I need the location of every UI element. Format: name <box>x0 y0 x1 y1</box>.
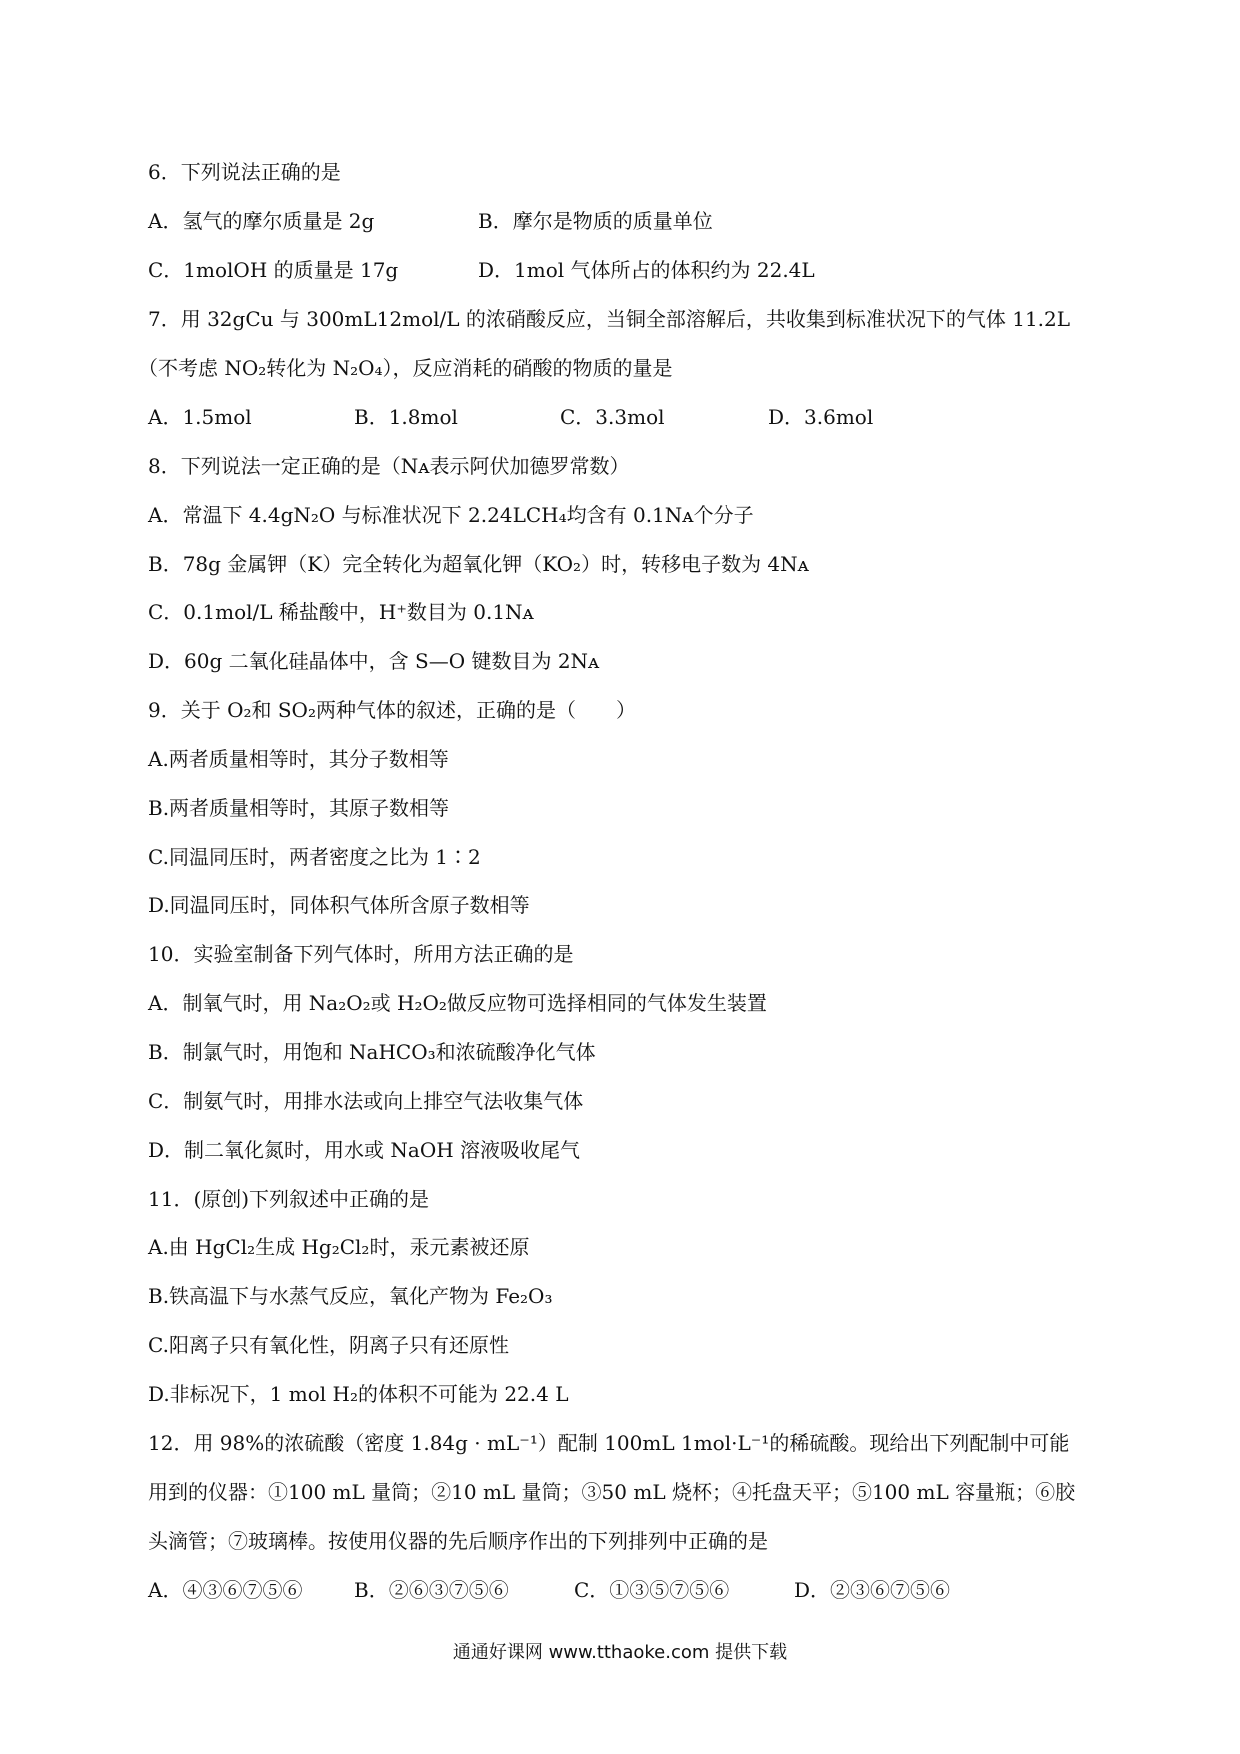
q11-stem: 11．(原创)下列叙述中正确的是 <box>148 1187 430 1211</box>
q12-option-d: D．②③⑥⑦⑤⑥ <box>794 1578 951 1602</box>
q6-option-b: B．摩尔是物质的质量单位 <box>478 209 713 233</box>
q9-option-d: D.同温同压时，同体积气体所含原子数相等 <box>148 893 530 917</box>
q9-option-c: C.同温同压时，两者密度之比为 1∶2 <box>148 845 481 869</box>
q12-options <box>148 1575 1148 1605</box>
q7-option-c: C．3.3mol <box>560 405 665 429</box>
q7-options <box>148 402 1148 432</box>
q8-option-b: B．78g 金属钾（K）完全转化为超氧化钾（KO₂）时，转移电子数为 4Nᴀ <box>148 552 809 576</box>
q6-stem: 6．下列说法正确的是 <box>148 160 341 184</box>
q12-stem-line3: 头滴管；⑦玻璃棒。按使用仪器的先后顺序作出的下列排列中正确的是 <box>148 1529 768 1553</box>
q11-option-d: D.非标况下，1 mol H₂的体积不可能为 22.4 L <box>148 1382 569 1406</box>
q7-option-d: D．3.6mol <box>768 405 874 429</box>
q7-stem-line1: 7．用 32gCu 与 300mL12mol/L 的浓硝酸反应，当铜全部溶解后，共收集到标准状况下的气体 11.2L <box>148 307 1071 331</box>
q11-option-c: C.阳离子只有氧化性，阴离子只有还原性 <box>148 1333 509 1357</box>
q12-stem-line2: 用到的仪器：①100 mL 量筒；②10 mL 量筒；③50 mL 烧杯；④托盘天平；⑤100 mL 容量瓶；⑥胶 <box>148 1480 1076 1504</box>
q8-option-c: C．0.1mol/L 稀盐酸中，H⁺数目为 0.1Nᴀ <box>148 600 534 624</box>
q10-option-b: B．制氯气时，用饱和 NaHCO₃和浓硫酸净化气体 <box>148 1040 596 1064</box>
q9-option-b: B.两者质量相等时，其原子数相等 <box>148 796 450 820</box>
q11-option-a: A.由 HgCl₂生成 Hg₂Cl₂时，汞元素被还原 <box>148 1235 530 1259</box>
q10-option-d: D．制二氧化氮时，用水或 NaOH 溶液吸收尾气 <box>148 1138 581 1162</box>
q8-stem: 8．下列说法一定正确的是（Nᴀ表示阿伏加德罗常数） <box>148 454 630 478</box>
q7-option-b: B．1.8mol <box>354 405 458 429</box>
q9-stem: 9．关于 O₂和 SO₂两种气体的叙述，正确的是（ ） <box>148 698 636 722</box>
q7-stem-line2: （不考虑 NO₂转化为 N₂O₄），反应消耗的硝酸的物质的量是 <box>138 356 673 380</box>
q8-option-a: A．常温下 4.4gN₂O 与标准状况下 2.24LCH₄均含有 0.1Nᴀ个分子 <box>148 503 754 527</box>
q6-option-c: C．1molOH 的质量是 17g <box>148 258 399 282</box>
q6-option-a: A．氢气的摩尔质量是 2g <box>148 209 375 233</box>
q6-options-row2 <box>148 255 1148 285</box>
q9-option-a: A.两者质量相等时，其分子数相等 <box>148 747 449 771</box>
q6-option-d: D．1mol 气体所占的体积约为 22.4L <box>478 258 815 282</box>
q12-stem-line1: 12．用 98%的浓硫酸（密度 1.84g · mL⁻¹）配制 100mL 1mol·L⁻¹的稀硫酸。现给出下列配制中可能 <box>148 1431 1070 1455</box>
q7-option-a: A．1.5mol <box>148 405 252 429</box>
page-footer: 通通好课网 www.tthaoke.com 提供下载 <box>452 1642 788 1663</box>
q8-option-d: D．60g 二氧化硅晶体中，含 S—O 键数目为 2Nᴀ <box>148 649 600 673</box>
q10-option-a: A．制氧气时，用 Na₂O₂或 H₂O₂做反应物可选择相同的气体发生装置 <box>148 991 767 1015</box>
q12-option-a: A．④③⑥⑦⑤⑥ <box>148 1578 303 1602</box>
q11-option-b: B.铁高温下与水蒸气反应，氧化产物为 Fe₂O₃ <box>148 1284 553 1308</box>
q10-option-c: C．制氨气时，用排水法或向上排空气法收集气体 <box>148 1089 584 1113</box>
q12-option-c: C．①③⑤⑦⑤⑥ <box>574 1578 730 1602</box>
q12-option-b: B．②⑥③⑦⑤⑥ <box>354 1578 509 1602</box>
q10-stem: 10．实验室制备下列气体时，所用方法正确的是 <box>148 942 574 966</box>
q6-options-row1 <box>148 206 1148 236</box>
